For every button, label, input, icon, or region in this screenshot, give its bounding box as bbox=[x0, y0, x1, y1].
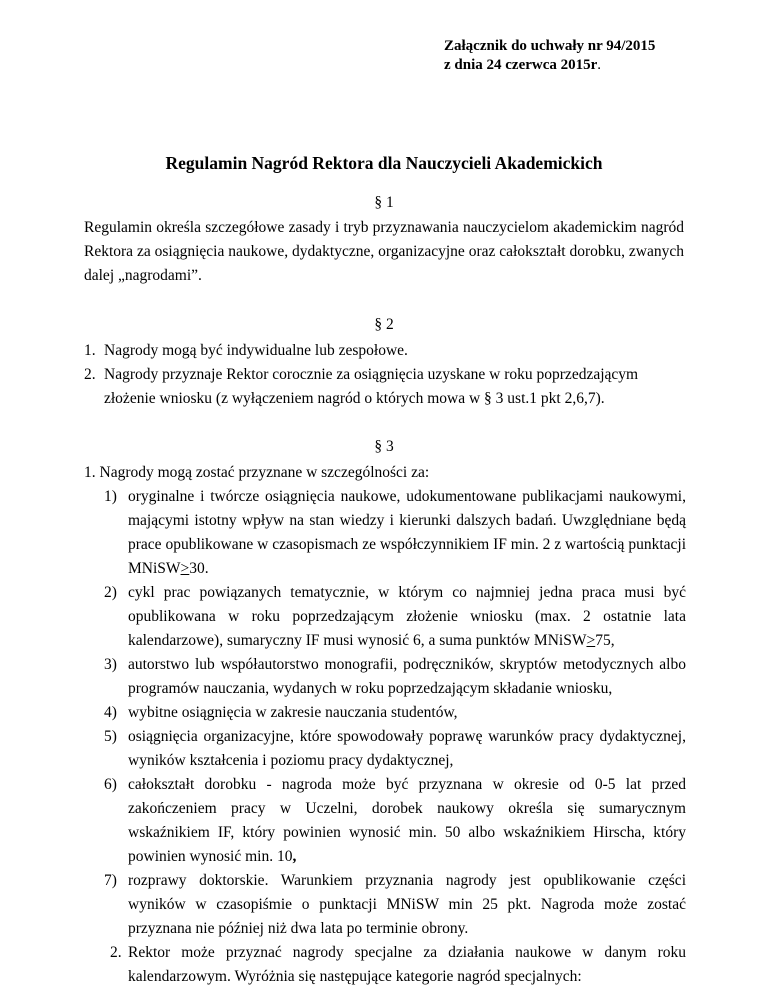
section-2-sign: § 2 bbox=[374, 316, 394, 333]
item-text: autorstwo lub współautorstwo monografii, podręczników, skryptów metodycznych albo programów nauczania, wydanych w roku poprzedzającym składanie wniosku, bbox=[128, 656, 686, 697]
item-number: 2. bbox=[110, 944, 122, 961]
item-text bbox=[128, 485, 686, 581]
item-number: 2. bbox=[84, 366, 96, 383]
item-number: 6) bbox=[104, 776, 117, 793]
item-number: 2) bbox=[104, 584, 117, 601]
item-text bbox=[128, 773, 686, 869]
section-2-item bbox=[84, 363, 704, 411]
section-1-text: Regulamin określa szczegółowe zasady i tryb przyznawania nauczycielom akademickim nagród Rektora za osiągnięcia naukowe, dydaktyczne, organizacyjne oraz całokształt dorobku, zwanych dalej „nagrodami”. bbox=[84, 219, 684, 284]
item-text-end: 75, bbox=[595, 632, 615, 649]
attachment-note bbox=[444, 37, 655, 75]
attachment-line-1: Załącznik do uchwały nr 94/2015 bbox=[444, 38, 656, 54]
attachment-date: z dnia 24 czerwca 2015r bbox=[444, 57, 598, 73]
item-text-part: oryginalne i twórcze osiągnięcia naukowe, udokumentowane publikacjami naukowymi, mającymi istotny wpływ na stan wiedzy i kierunki dalszych badań. Uwzględniane będą prace opublikowane w czasopismach ze współczynnikiem IF min. 2 z wartością punktacji MNiSW bbox=[128, 488, 686, 577]
item-text: osiągnięcia organizacyjne, które spowodowały poprawę warunków pracy dydaktycznej, wyników kształcenia i poziomu pracy dydaktycznej, bbox=[128, 728, 686, 769]
item-text: Nagrody mogą być indywidualne lub zespołowe. bbox=[104, 342, 408, 359]
item-number: 1) bbox=[104, 488, 117, 505]
item-text-end: , bbox=[292, 848, 297, 865]
item-text bbox=[128, 581, 686, 653]
item-text-end: 30. bbox=[189, 560, 209, 577]
section-1-sign: § 1 bbox=[374, 194, 394, 211]
attachment-period: . bbox=[597, 57, 602, 73]
item-number: 4) bbox=[104, 704, 117, 721]
section-3-sign: § 3 bbox=[374, 438, 394, 455]
ge-sign: > bbox=[180, 560, 190, 577]
item-text: Rektor może przyznać nagrody specjalne za działania naukowe w danym roku kalendarzowym. Wyróżnia się następujące kategorie nagród specjalnych: bbox=[128, 944, 686, 985]
item-number: 7) bbox=[104, 872, 117, 889]
item-number: 5) bbox=[104, 728, 117, 745]
item-text-part: całokształt dorobku - nagroda może być przyznana w okresie od 0-5 lat przed zakończeniem pracy w Uczelni, dorobek naukowy określa się sumarycznym wskaźnikiem IF, który powinien wynosić min. 50 albo wskaźnikiem Hirscha, który powinien wynosić min. 10 bbox=[128, 776, 686, 865]
item-text: rozprawy doktorskie. Warunkiem przyznania nagrody jest opublikowanie części wyników w czasopiśmie o punktacji MNiSW min 25 pkt. Nagroda może zostać przyznana nie później niż dwa lata po terminie obrony. bbox=[128, 872, 686, 937]
section-3-intro: 1. Nagrody mogą zostać przyznane w szczególności za: bbox=[84, 464, 430, 481]
ge-sign: > bbox=[586, 632, 596, 649]
document-title: Regulamin Nagród Rektora dla Nauczycieli Akademickich bbox=[165, 153, 603, 173]
item-number: 1. bbox=[84, 342, 96, 359]
attachment-line-2 bbox=[444, 56, 655, 75]
item-number: 3) bbox=[104, 656, 117, 673]
item-text-part: cykl prac powiązanych tematycznie, w którym co najmniej jedna praca musi być opublikowana w roku poprzedzającym złożenie wniosku (max. 2 ostatnie lata kalendarzowe), sumaryczny IF musi wynosić 6, a suma punktów MNiSW bbox=[128, 584, 686, 649]
item-text: wybitne osiągnięcia w zakresie nauczania studentów, bbox=[128, 704, 458, 721]
item-text-line-2: złożenie wniosku (z wyłączeniem nagród o których mowa w § 3 ust.1 pkt 2,6,7). bbox=[104, 390, 605, 407]
item-text-line-1: Nagrody przyznaje Rektor corocznie za osiągnięcia uzyskane w roku poprzedzającym bbox=[104, 366, 639, 383]
